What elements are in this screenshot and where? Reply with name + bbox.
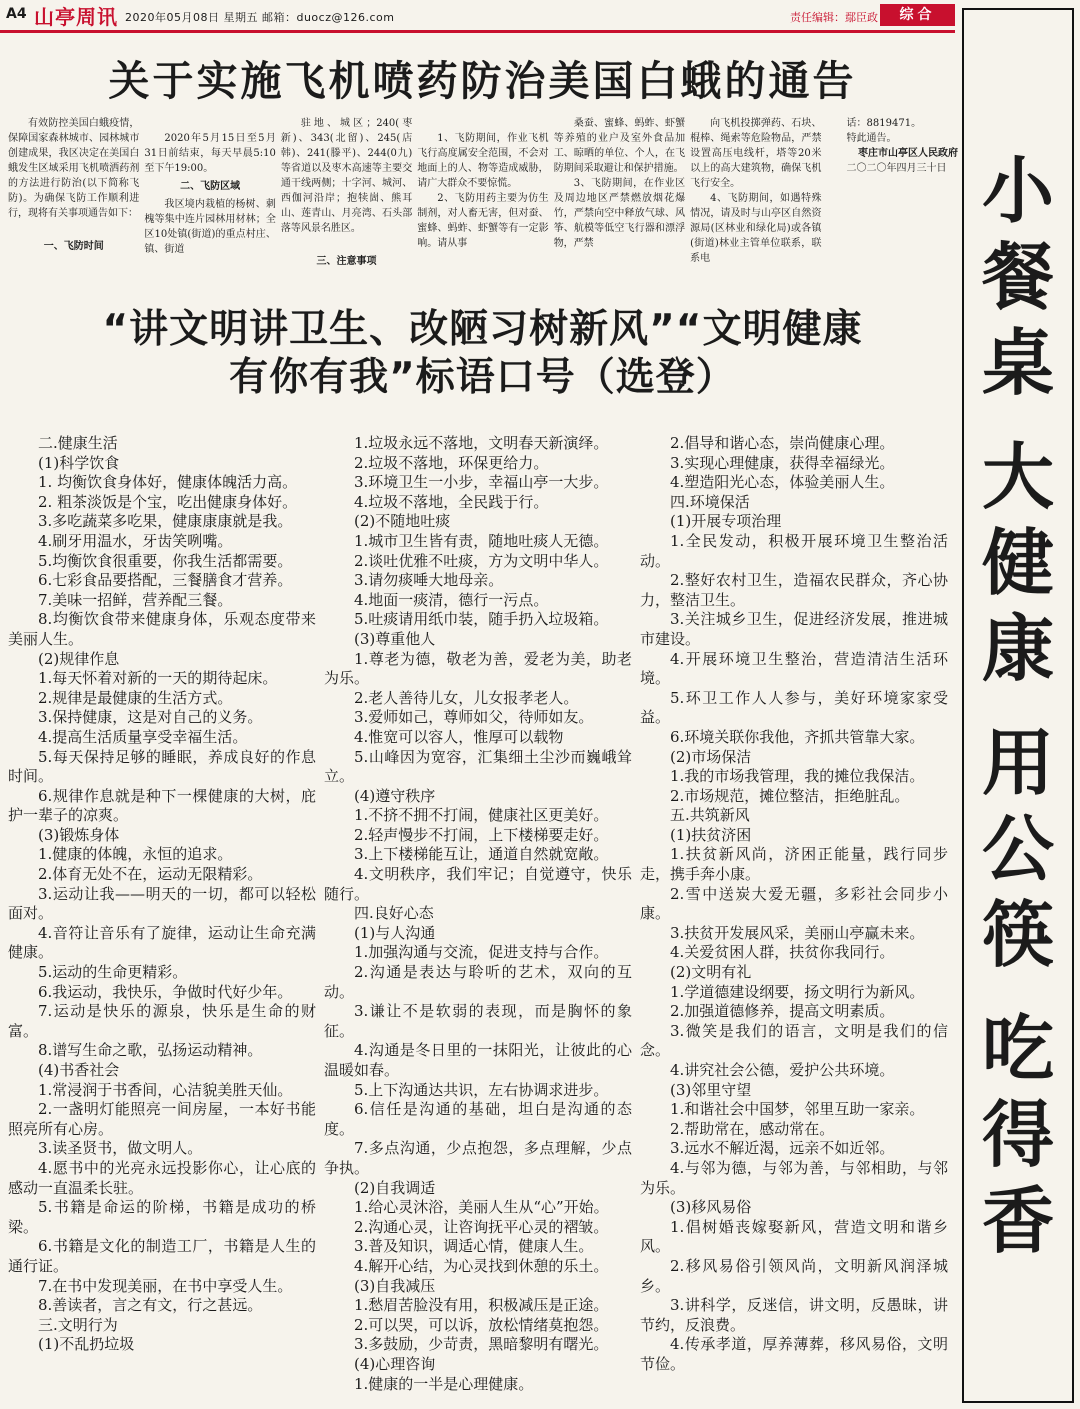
- slogan-section-heading: (1)不乱扔垃圾: [38, 1335, 135, 1354]
- slogan-section-heading: (4)书香社会: [38, 1061, 120, 1079]
- notice-column: [827, 116, 958, 286]
- slogan-section-heading: (4)遵守秩序: [354, 786, 436, 805]
- slogan-section-heading: (2)规律作息: [38, 649, 120, 668]
- slogan-line: 1.加强沟通与交流，促进支持与合作。: [354, 943, 609, 962]
- slogan-line: 2.沟通是表达与聆听的艺术，双向的互动。: [324, 963, 632, 1001]
- slogan-line: 2.市场规范，摊位整洁，拒绝脏乱。: [670, 786, 910, 805]
- slogan-section-heading: 五.共筑新风: [670, 806, 750, 825]
- slogan-line: 5.运动的生命更精彩。: [38, 963, 188, 982]
- slogan-line: 6.信任是沟通的基础，坦白是沟通的态度。: [324, 1100, 632, 1138]
- slogan-line: 7.在书中发现美丽，在书中享受人生。: [38, 1276, 293, 1295]
- slogan-line: 2.可以哭，可以诉，放松情绪莫抱怨。: [354, 1315, 609, 1334]
- side-banner: [962, 8, 1074, 1403]
- notice-body: [8, 116, 958, 286]
- slogan-line: 4.提高生活质量享受幸福生活。: [38, 727, 248, 746]
- notice-paragraph: 3、飞防期间，在作业区及周边地区严禁燃放烟花爆竹，严禁向空中释放气球、风筝、航模等低空飞行器和漂浮物，严禁: [553, 178, 686, 249]
- slogan-line: 6.书籍是文化的制造工厂，书籍是人生的通行证。: [8, 1237, 316, 1275]
- notice-paragraph: 有效防控美国白蛾疫情，保障国家森林城市、园林城市创建成果，我区决定在美国白蛾发生区域采用飞机喷洒药剂的方法进行防治(以下简称飞防)。为确保飞防工作顺利进行，现将有关事项通告如下：: [8, 118, 140, 219]
- slogan-body: [8, 434, 956, 1404]
- slogan-line: 5.均衡饮食很重要，你我生活都需要。: [38, 551, 293, 570]
- slogan-line: 3.实现心理健康，获得幸福绿光。: [670, 453, 895, 472]
- notice-spacer: [417, 116, 548, 131]
- notice-paragraph: 桑蚕、蜜蜂、蚂蚱、虾蟹等养殖的业户及室外食品加工、晾晒的单位、个人，在飞防期间采取避让和保护措施。: [553, 118, 686, 174]
- slogan-line: 3.谦让不是软弱的表现，而是胸怀的象征。: [324, 1002, 632, 1040]
- slogan-line: 1.全民发动，积极开展环境卫生整治活动。: [640, 531, 948, 570]
- notice-column: [144, 116, 275, 286]
- slogan-line: 3.环境卫生一小步，幸福山亭一大步。: [354, 473, 609, 492]
- slogan-line: 4.文明秩序，我们牢记；自觉遵守，快乐随行。: [324, 865, 632, 903]
- slogan-line: 4.沟通是冬日里的一抹阳光，让彼此的心温暖如春。: [324, 1041, 632, 1079]
- slogan-line: 5.环卫工作人人参与，美好环境家家受益。: [640, 688, 948, 727]
- section-tag: 综合: [880, 4, 955, 26]
- slogan-section-heading: (1)与人沟通: [354, 923, 436, 942]
- slogan-line: 1.扶贫新风尚，济困正能量，践行同步走，携手奔小康。: [640, 845, 948, 884]
- slogan-line: 3.多吃蔬菜多吃果，健康康康就是我。: [38, 512, 293, 531]
- slogan-line: 1.常浸润于书香间，心洁貌美胜天仙。: [38, 1080, 293, 1099]
- slogan-section-heading: 二.健康生活: [38, 434, 118, 452]
- slogan-line: 2.沟通心灵，让咨询抚平心灵的褶皱。: [354, 1217, 609, 1236]
- notice-paragraph: 我区境内栽植的杨树、刺槐等集中连片园林用材林；全区10处镇(街道)的重点村庄、镇、街道: [144, 199, 276, 255]
- slogan-line: 4.惟宽可以容人，惟厚可以载物: [354, 727, 564, 746]
- side-banner-part: 大健康: [981, 434, 1054, 691]
- slogan-line: 6.七彩食品要搭配，三餐膳食才营养。: [38, 571, 293, 590]
- slogan-headline-line1: “讲文明讲卫生、改陋习树新风”“文明健康: [102, 307, 863, 352]
- slogan-line: 1.学道德建设纲要，扬文明行为新风。: [670, 982, 925, 1001]
- slogan-line: 3.微笑是我们的语言，文明是我们的信念。: [640, 1021, 948, 1060]
- slogan-section-heading: (3)尊重他人: [354, 629, 436, 648]
- slogan-line: 7.运动是快乐的源泉，快乐是生命的财富。: [8, 1002, 316, 1040]
- notice-spacer: [281, 236, 412, 251]
- slogan-line: 4.传承孝道，厚养薄葬，移风易俗，文明节俭。: [640, 1335, 948, 1373]
- masthead-logo: 山亭周讯: [34, 5, 118, 29]
- notice-subheading: 二、飞防区域: [180, 181, 241, 192]
- slogan-line: 1. 均衡饮食身体好，健康体魄活力高。: [38, 473, 298, 492]
- slogan-line: 4.关爱贫困人群，扶贫你我同行。: [670, 943, 895, 962]
- slogan-line: 1.垃圾永远不落地，文明春天新演绎。: [354, 434, 609, 452]
- notice-paragraph: 4、飞防期间，如遇特殊情况，请及时与山亭区自然资源局(区林业和绿化局)或各镇(街道)林业主管单位联系，联系电: [690, 193, 822, 264]
- notice-paragraph: 1、飞防期间，作业飞机飞行高度属安全范围，不会对地面上的人、物等造成威胁，请广大群众不要惊慌。: [417, 133, 549, 189]
- slogan-column: [8, 434, 316, 1404]
- slogan-section-heading: (2)市场保洁: [670, 747, 752, 766]
- notice-spacer: [144, 116, 275, 131]
- slogan-section-heading: (3)锻炼身体: [38, 825, 120, 844]
- slogan-line: 5.上下沟通达共识，左右协调求进步。: [354, 1080, 609, 1099]
- notice-subheading: 一、飞防时间: [43, 241, 104, 252]
- slogan-section-heading: 三.文明行为: [38, 1315, 118, 1334]
- slogan-line: 4.地面一痰清，德行一污点。: [354, 590, 549, 609]
- notice-paragraph: 驻地、城区；240(枣新)、343(北留)、245(店韩)、241(滕平)、244(0九)等省道以及枣木高速等主要交通干线两侧；十字河、城河、西伽河沿岸；抱犊崮、熊耳山、莲青山、月亮湾、石头部落等风景名胜区。: [280, 118, 413, 234]
- slogan-line: 6.我运动，我快乐，争做时代好少年。: [38, 982, 293, 1001]
- slogan-line: 2.规律是最健康的生活方式。: [38, 688, 233, 707]
- notice-column: [281, 116, 412, 286]
- slogan-section-heading: 四.环境保活: [670, 492, 750, 511]
- slogan-line: 2.垃圾不落地，环保更给力。: [354, 453, 549, 472]
- slogan-line: 5.吐痰请用纸巾装，随手扔入垃圾箱。: [354, 610, 609, 629]
- slogan-line: 4.讲究社会公德，爱护公共环境。: [670, 1061, 895, 1079]
- slogan-line: 4.刷牙用温水，牙齿笑咧嘴。: [38, 531, 233, 550]
- notice-paragraph: 话：8819471。: [846, 118, 922, 129]
- slogan-line: 1.给心灵沐浴，美丽人生从“心”开始。: [354, 1198, 609, 1217]
- slogan-headline: [10, 306, 955, 402]
- slogan-line: 4.音符让音乐有了旋律，运动让生命充满健康。: [8, 923, 316, 962]
- slogan-line: 2.轻声慢步不打闹，上下楼梯要走好。: [354, 825, 609, 844]
- slogan-line: 1.不挤不拥不打闹，健康社区更美好。: [354, 806, 609, 825]
- notice-paragraph: 向飞机投掷弹药、石块、棍棒、绳索等危险物品，严禁设置高压电线杆，塔等20米以上的高大建筑物，确保飞机飞行安全。: [690, 118, 822, 189]
- slogan-line: 3.爱师如己，尊师如父，待师如友。: [354, 708, 594, 727]
- editor-credit: 责任编辑：鄢臣政: [790, 11, 878, 24]
- slogan-line: 2.雪中送炭大爱无疆，多彩社会同步小康。: [640, 884, 948, 923]
- slogan-line: 2.加强道德修养，提高文明素质。: [670, 1002, 895, 1021]
- slogan-line: 1.我的市场我管理，我的摊位我保洁。: [670, 767, 925, 786]
- slogan-section-heading: (2)不随地吐痰: [354, 512, 451, 531]
- slogan-line: 2.谈吐优雅不吐痰，方为文明中华人。: [354, 551, 609, 570]
- slogan-section-heading: (1)开展专项治理: [670, 512, 782, 531]
- slogan-line: 3.讲科学，反迷信，讲文明，反愚昧，讲节约，反浪费。: [640, 1296, 948, 1334]
- slogan-line: 1.倡树婚丧嫁娶新风，营造文明和谐乡风。: [640, 1217, 948, 1256]
- notice-paragraph: 特此通告。: [846, 133, 897, 144]
- notice-paragraph: 枣庄市山亭区人民政府: [857, 148, 958, 159]
- slogan-line: 6.环境关联你我他，齐抓共管靠大家。: [670, 727, 925, 746]
- slogan-line: 2. 粗茶淡饭是个宝，吃出健康身体好。: [38, 492, 298, 511]
- slogan-line: 2.整好农村卫生，造福农民群众，齐心协力，整洁卫生。: [640, 571, 948, 609]
- slogan-column: [640, 434, 948, 1404]
- slogan-line: 1.愁眉苦脸没有用，积极减压是正途。: [354, 1296, 609, 1315]
- slogan-line: 3.请勿痰唾大地母亲。: [354, 571, 504, 590]
- page-header: [0, 0, 955, 33]
- slogan-section-heading: (3)移风易俗: [670, 1198, 752, 1217]
- slogan-line: 3.读圣贤书，做文明人。: [38, 1139, 203, 1158]
- slogan-line: 1.健康的一半是心理健康。: [354, 1374, 534, 1393]
- side-banner-part: 吃得香: [981, 1006, 1054, 1263]
- slogan-line: 8.均衡饮食带来健康身体，乐观态度带来美丽人生。: [8, 610, 316, 648]
- slogan-line: 8.谱写生命之歌，弘扬运动精神。: [38, 1041, 263, 1060]
- slogan-line: 2.一盏明灯能照亮一间房屋，一本好书能照亮所有心房。: [8, 1100, 316, 1138]
- slogan-section-heading: (1)科学饮食: [38, 453, 120, 472]
- slogan-section-heading: (3)自我减压: [354, 1276, 436, 1295]
- slogan-line: 1.健康的体魄，永恒的追求。: [38, 845, 233, 864]
- slogan-headline-line2: 有你有我”标语口号（选登）: [229, 355, 736, 400]
- slogan-line: 5.每天保持足够的睡眠，养成良好的作息时间。: [8, 747, 316, 786]
- notice-column: [554, 116, 685, 286]
- slogan-line: 3.普及知识，调适心情，健康人生。: [354, 1237, 594, 1256]
- notice-headline: 关于实施飞机喷药防治美国白蛾的通告: [108, 57, 857, 105]
- slogan-line: 1.城市卫生皆有责，随地吐痰人无德。: [354, 531, 609, 550]
- slogan-section-heading: 四.良好心态: [354, 904, 434, 923]
- slogan-line: 1.和谐社会中国梦，邻里互助一家亲。: [670, 1100, 925, 1119]
- slogan-section-heading: (2)文明有礼: [670, 963, 752, 982]
- notice-paragraph: 二〇二〇年四月三十日: [846, 163, 947, 174]
- notice-column: [417, 116, 548, 286]
- slogan-line: 2.倡导和谐心态，崇尚健康心理。: [670, 434, 895, 452]
- notice-paragraph: 2、飞防用药主要为仿生制剂，对人畜无害，但对蚕、蜜蜂、蚂蚱、虾蟹等有一定影响。请从事: [417, 193, 549, 249]
- slogan-line: 4.解开心结，为心灵找到休憩的乐土。: [354, 1256, 609, 1275]
- slogan-line: 2.帮助常在，感动常在。: [670, 1119, 835, 1138]
- slogan-line: 6.规律作息就是种下一棵健康的大树，庇护一辈子的凉爽。: [8, 786, 316, 825]
- slogan-line: 4.塑造阳光心态，体验美丽人生。: [670, 473, 895, 492]
- slogan-line: 3.关注城乡卫生，促进经济发展，推进城市建设。: [640, 610, 948, 648]
- slogan-section-heading: (2)自我调适: [354, 1178, 436, 1197]
- slogan-line: 3.远水不解近渴，远亲不如近邻。: [670, 1139, 895, 1158]
- slogan-line: 2.老人善待儿女，儿女报孝老人。: [354, 688, 579, 707]
- slogan-line: 4.愿书中的光亮永远投影你心，让心底的感动一直温柔长驻。: [8, 1158, 316, 1197]
- slogan-section-heading: (3)邻里守望: [670, 1080, 752, 1099]
- slogan-line: 7.多点沟通，少点抱怨，多点理解，少点争执。: [324, 1139, 632, 1177]
- slogan-line: 5.书籍是命运的阶梯，书籍是成功的桥梁。: [8, 1198, 316, 1236]
- slogan-line: 1.尊老为德，敬老为善，爱老为美，助老为乐。: [324, 649, 632, 688]
- notice-paragraph: 2020年5月15日至5月31日前结束，每天早晨5:10至下午19:00。: [144, 133, 276, 174]
- slogan-line: 4.与邻为德，与邻为善，与邻相助，与邻为乐。: [640, 1158, 948, 1197]
- slogan-line: 8.善读者，言之有文，行之甚远。: [38, 1296, 263, 1315]
- slogan-line: 3.运动让我——明天的一切，都可以轻松面对。: [8, 884, 316, 923]
- slogan-line: 3.多鼓励，少苛责，黑暗黎明有曙光。: [354, 1335, 609, 1354]
- slogan-line: 2.体育无处不在，运动无限精彩。: [38, 865, 263, 884]
- slogan-line: 7.美味一招鲜，营养配三餐。: [38, 590, 233, 609]
- notice-spacer: [8, 221, 139, 236]
- side-banner-part: 小餐桌: [981, 148, 1054, 405]
- slogan-column: [324, 434, 632, 1404]
- slogan-line: 4.垃圾不落地，全民践于行。: [354, 492, 549, 511]
- slogan-line: 1.每天怀着对新的一天的期待起床。: [38, 669, 278, 688]
- slogan-section-heading: (4)心理咨询: [354, 1354, 436, 1373]
- page-number: A4: [6, 6, 27, 22]
- slogan-line: 2.移风易俗引领风尚，文明新风润泽城乡。: [640, 1256, 948, 1295]
- dateline: 2020年05月08日 星期五 邮箱：duocz@126.com: [125, 11, 395, 24]
- slogan-line: 3.保持健康，这是对自己的义务。: [38, 708, 263, 727]
- slogan-section-heading: (1)扶贫济困: [670, 825, 752, 844]
- notice-column: [690, 116, 821, 286]
- notice-column: [8, 116, 139, 286]
- slogan-line: 3.上下楼梯能互让，通道自然就宽敞。: [354, 845, 609, 864]
- slogan-line: 3.扶贫开发展风采，美丽山亭赢未来。: [670, 923, 925, 942]
- side-banner-part: 用公筷: [981, 720, 1054, 977]
- slogan-line: 4.开展环境卫生整治，营造清洁生活环境。: [640, 649, 948, 688]
- slogan-line: 5.山峰因为宽容，汇集细土尘沙而巍峨耸立。: [324, 747, 632, 786]
- notice-subheading: 三、注意事项: [316, 256, 377, 267]
